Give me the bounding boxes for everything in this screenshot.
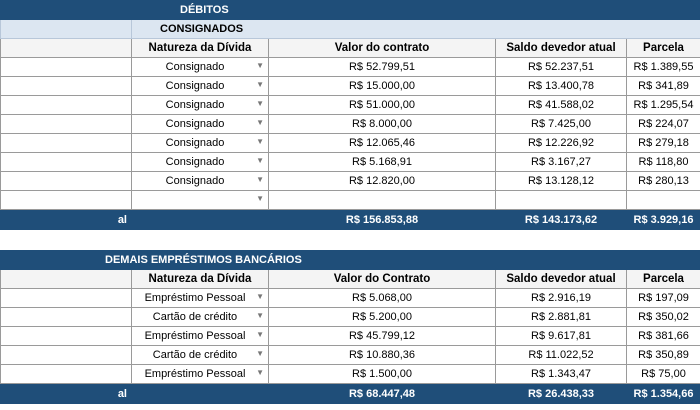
table-row: [1, 172, 700, 191]
saldo-cell[interactable]: [496, 191, 627, 210]
chevron-down-icon[interactable]: ▼: [256, 175, 264, 184]
header-saldo: Saldo devedor atual: [496, 270, 627, 289]
header-natureza: Natureza da Dívida: [132, 270, 269, 289]
saldo-cell[interactable]: R$ 1.343,47: [496, 365, 627, 384]
saldo-cell[interactable]: R$ 7.425,00: [496, 115, 627, 134]
debitos-title: DÉBITOS: [132, 1, 700, 20]
natureza-value: Consignado: [165, 175, 225, 187]
table-row: [1, 96, 700, 115]
parcela-cell[interactable]: R$ 197,09: [627, 289, 700, 308]
row-label-cell: [1, 289, 132, 308]
parcela-cell[interactable]: R$ 224,07: [627, 115, 700, 134]
table-row: [1, 346, 700, 365]
parcela-cell[interactable]: [627, 191, 700, 210]
row-label-cell: [1, 96, 132, 115]
natureza-dropdown[interactable]: [132, 365, 269, 384]
total-saldo: R$ 26.438,33: [496, 384, 627, 404]
table-row: [1, 289, 700, 308]
chevron-down-icon[interactable]: ▼: [256, 118, 264, 127]
header-natureza: Natureza da Dívida: [132, 39, 269, 58]
valor-cell[interactable]: R$ 12.065,46: [269, 134, 496, 153]
parcela-cell[interactable]: R$ 350,02: [627, 308, 700, 327]
valor-cell[interactable]: R$ 45.799,12: [269, 327, 496, 346]
natureza-value: Empréstimo Pessoal: [144, 292, 246, 304]
saldo-cell[interactable]: R$ 41.588,02: [496, 96, 627, 115]
table-row: [1, 77, 700, 96]
table-row: [1, 58, 700, 77]
natureza-value: Empréstimo Pessoal: [144, 368, 246, 380]
row-label-cell: [1, 153, 132, 172]
row-label-cell: [1, 365, 132, 384]
parcela-cell[interactable]: R$ 1.295,54: [627, 96, 700, 115]
row-label-cell: [1, 58, 132, 77]
parcela-cell[interactable]: R$ 341,89: [627, 77, 700, 96]
row-label-cell: [1, 172, 132, 191]
natureza-value: Empréstimo Pessoal: [144, 330, 246, 342]
parcela-cell[interactable]: R$ 1.389,55: [627, 58, 700, 77]
parcela-cell[interactable]: R$ 118,80: [627, 153, 700, 172]
chevron-down-icon[interactable]: ▼: [256, 349, 264, 358]
table-row: [1, 134, 700, 153]
total-parcela: R$ 3.929,16: [627, 210, 700, 230]
emprestimos-header-row: [1, 270, 700, 289]
saldo-cell[interactable]: R$ 13.128,12: [496, 172, 627, 191]
chevron-down-icon[interactable]: ▼: [256, 61, 264, 70]
chevron-down-icon[interactable]: ▼: [256, 368, 264, 377]
emprestimos-table: [0, 250, 700, 404]
parcela-cell[interactable]: R$ 381,66: [627, 327, 700, 346]
table-row: [1, 115, 700, 134]
chevron-down-icon[interactable]: ▼: [256, 137, 264, 146]
valor-cell[interactable]: R$ 51.000,00: [269, 96, 496, 115]
chevron-down-icon[interactable]: ▼: [256, 330, 264, 339]
saldo-cell[interactable]: R$ 2.916,19: [496, 289, 627, 308]
natureza-dropdown[interactable]: [132, 77, 269, 96]
table-row: [1, 365, 700, 384]
saldo-cell[interactable]: R$ 13.400,78: [496, 77, 627, 96]
valor-cell[interactable]: R$ 15.000,00: [269, 77, 496, 96]
row-label-cell: [1, 115, 132, 134]
saldo-cell[interactable]: R$ 3.167,27: [496, 153, 627, 172]
total-valor: R$ 156.853,88: [269, 210, 496, 230]
emprestimos-band: [1, 251, 700, 270]
natureza-dropdown[interactable]: [132, 96, 269, 115]
parcela-cell[interactable]: R$ 280,13: [627, 172, 700, 191]
header-valor: Valor do contrato: [269, 39, 496, 58]
debitos-band: [1, 1, 700, 20]
chevron-down-icon[interactable]: ▼: [256, 99, 264, 108]
valor-cell[interactable]: R$ 10.880,36: [269, 346, 496, 365]
emprestimos-total-row: [1, 384, 700, 404]
natureza-dropdown[interactable]: [132, 172, 269, 191]
consignados-band: [1, 20, 700, 39]
valor-cell[interactable]: R$ 5.168,91: [269, 153, 496, 172]
header-valor: Valor do Contrato: [269, 270, 496, 289]
natureza-value: Consignado: [165, 61, 225, 73]
saldo-cell[interactable]: R$ 2.881,81: [496, 308, 627, 327]
valor-cell[interactable]: R$ 1.500,00: [269, 365, 496, 384]
natureza-value: Consignado: [165, 156, 225, 168]
total-valor: R$ 68.447,48: [269, 384, 496, 404]
row-label-cell: [1, 346, 132, 365]
chevron-down-icon[interactable]: ▼: [256, 80, 264, 89]
natureza-dropdown[interactable]: [132, 115, 269, 134]
emprestimos-rows: [1, 289, 700, 384]
valor-cell[interactable]: R$ 8.000,00: [269, 115, 496, 134]
row-label-cell: [1, 134, 132, 153]
parcela-cell[interactable]: R$ 75,00: [627, 365, 700, 384]
parcela-cell[interactable]: R$ 279,18: [627, 134, 700, 153]
valor-cell[interactable]: R$ 52.799,51: [269, 58, 496, 77]
natureza-dropdown[interactable]: [132, 153, 269, 172]
natureza-dropdown[interactable]: [132, 134, 269, 153]
saldo-cell[interactable]: R$ 11.022,52: [496, 346, 627, 365]
valor-cell[interactable]: R$ 5.068,00: [269, 289, 496, 308]
row-label-cell: [1, 191, 132, 210]
natureza-dropdown[interactable]: [132, 191, 269, 210]
natureza-value: Consignado: [165, 118, 225, 130]
chevron-down-icon[interactable]: ▼: [256, 311, 264, 320]
consignados-rows: [1, 58, 700, 210]
natureza-dropdown[interactable]: [132, 58, 269, 77]
table-row: [1, 308, 700, 327]
parcela-cell[interactable]: R$ 350,89: [627, 346, 700, 365]
natureza-dropdown[interactable]: [132, 289, 269, 308]
emprestimos-title: DEMAIS EMPRÉSTIMOS BANCÁRIOS: [1, 251, 700, 270]
total-parcela: R$ 1.354,66: [627, 384, 700, 404]
chevron-down-icon[interactable]: ▼: [256, 156, 264, 165]
saldo-cell[interactable]: R$ 52.237,51: [496, 58, 627, 77]
row-label-cell: [1, 77, 132, 96]
natureza-value: Cartão de crédito: [152, 311, 238, 323]
header-saldo: Saldo devedor atual: [496, 39, 627, 58]
chevron-down-icon[interactable]: ▼: [256, 292, 264, 301]
header-parcela: Parcela: [627, 39, 700, 58]
valor-cell[interactable]: R$ 5.200,00: [269, 308, 496, 327]
row-label-cell: [1, 327, 132, 346]
total-label: al: [1, 384, 132, 404]
natureza-value: Cartão de crédito: [152, 349, 238, 361]
natureza-dropdown[interactable]: [132, 346, 269, 365]
table-row: [1, 327, 700, 346]
valor-cell[interactable]: R$ 12.820,00: [269, 172, 496, 191]
saldo-cell[interactable]: R$ 12.226,92: [496, 134, 627, 153]
natureza-dropdown[interactable]: [132, 308, 269, 327]
natureza-value: Consignado: [165, 137, 225, 149]
chevron-down-icon[interactable]: ▼: [256, 194, 264, 203]
saldo-cell[interactable]: R$ 9.617,81: [496, 327, 627, 346]
natureza-value: Consignado: [165, 80, 225, 92]
total-label: al: [1, 210, 132, 230]
table-row: [1, 191, 700, 210]
header-parcela: Parcela: [627, 270, 700, 289]
natureza-value: Consignado: [165, 99, 225, 111]
natureza-dropdown[interactable]: [132, 327, 269, 346]
consignados-total-row: [1, 210, 700, 230]
consignados-title: CONSIGNADOS: [132, 20, 700, 39]
row-label-cell: [1, 308, 132, 327]
valor-cell[interactable]: [269, 191, 496, 210]
table-row: [1, 153, 700, 172]
consignados-header-row: [1, 39, 700, 58]
total-saldo: R$ 143.173,62: [496, 210, 627, 230]
